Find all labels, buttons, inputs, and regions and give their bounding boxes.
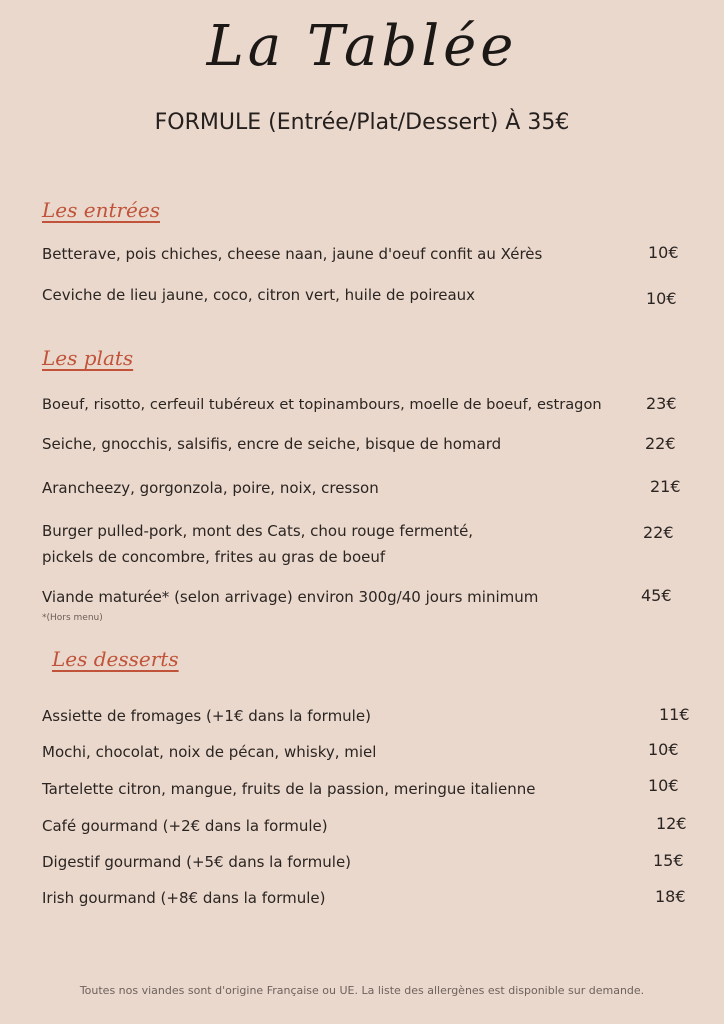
menu-item: pickels de concombre, frites au gras de boeuf xyxy=(42,548,386,566)
menu-item: Viande maturée* (selon arrivage) environ 300g/40 jours minimum xyxy=(42,588,539,606)
menu-item: Seiche, gnocchis, salsifis, encre de seiche, bisque de homard xyxy=(42,435,502,453)
menu-price: 22€ xyxy=(643,523,674,542)
formule-line: FORMULE (Entrée/Plat/Dessert) À 35€ xyxy=(154,110,570,135)
section-title-entrees: Les entrées xyxy=(42,198,160,222)
menu-item: Assiette de fromages (+1€ dans la formule) xyxy=(42,707,371,725)
menu-price: 11€ xyxy=(659,705,690,724)
menu-price: 10€ xyxy=(648,243,679,262)
menu-item: Arancheezy, gorgonzola, poire, noix, cresson xyxy=(42,479,379,497)
menu-item: Ceviche de lieu jaune, coco, citron vert, huile de poireaux xyxy=(42,286,476,304)
menu-item: Burger pulled-pork, mont des Cats, chou rouge fermenté, xyxy=(42,522,474,540)
menu-item: Digestif gourmand (+5€ dans la formule) xyxy=(42,853,352,871)
menu-price: 22€ xyxy=(645,434,676,453)
menu-price: 10€ xyxy=(648,776,679,795)
section-title-plats: Les plats xyxy=(42,346,134,370)
hors-menu-note: *(Hors menu) xyxy=(42,613,103,623)
menu-item: Betterave, pois chiches, cheese naan, jaune d'oeuf confit au Xérès xyxy=(42,245,543,263)
menu-price: 12€ xyxy=(656,814,687,833)
menu-price: 15€ xyxy=(653,851,684,870)
menu-price: 10€ xyxy=(646,289,677,308)
menu-item: Mochi, chocolat, noix de pécan, whisky, miel xyxy=(42,743,377,761)
menu-price: 18€ xyxy=(655,887,686,906)
menu-item: Irish gourmand (+8€ dans la formule) xyxy=(42,889,326,907)
menu-item: Tartelette citron, mangue, fruits de la passion, meringue italienne xyxy=(42,780,536,798)
footer-note: Toutes nos viandes sont d'origine Française ou UE. La liste des allergènes est disponible sur demande. xyxy=(79,984,645,997)
menu-price: 45€ xyxy=(641,586,672,605)
section-title-desserts: Les desserts xyxy=(52,647,179,671)
menu-price: 21€ xyxy=(650,477,681,496)
menu-price: 23€ xyxy=(646,394,677,413)
menu-item: Café gourmand (+2€ dans la formule) xyxy=(42,817,328,835)
menu-price: 10€ xyxy=(648,740,679,759)
menu-item: Boeuf, risotto, cerfeuil tubéreux et topinambours, moelle de boeuf, estragon xyxy=(42,396,602,413)
restaurant-title: La Tablée xyxy=(206,14,518,79)
